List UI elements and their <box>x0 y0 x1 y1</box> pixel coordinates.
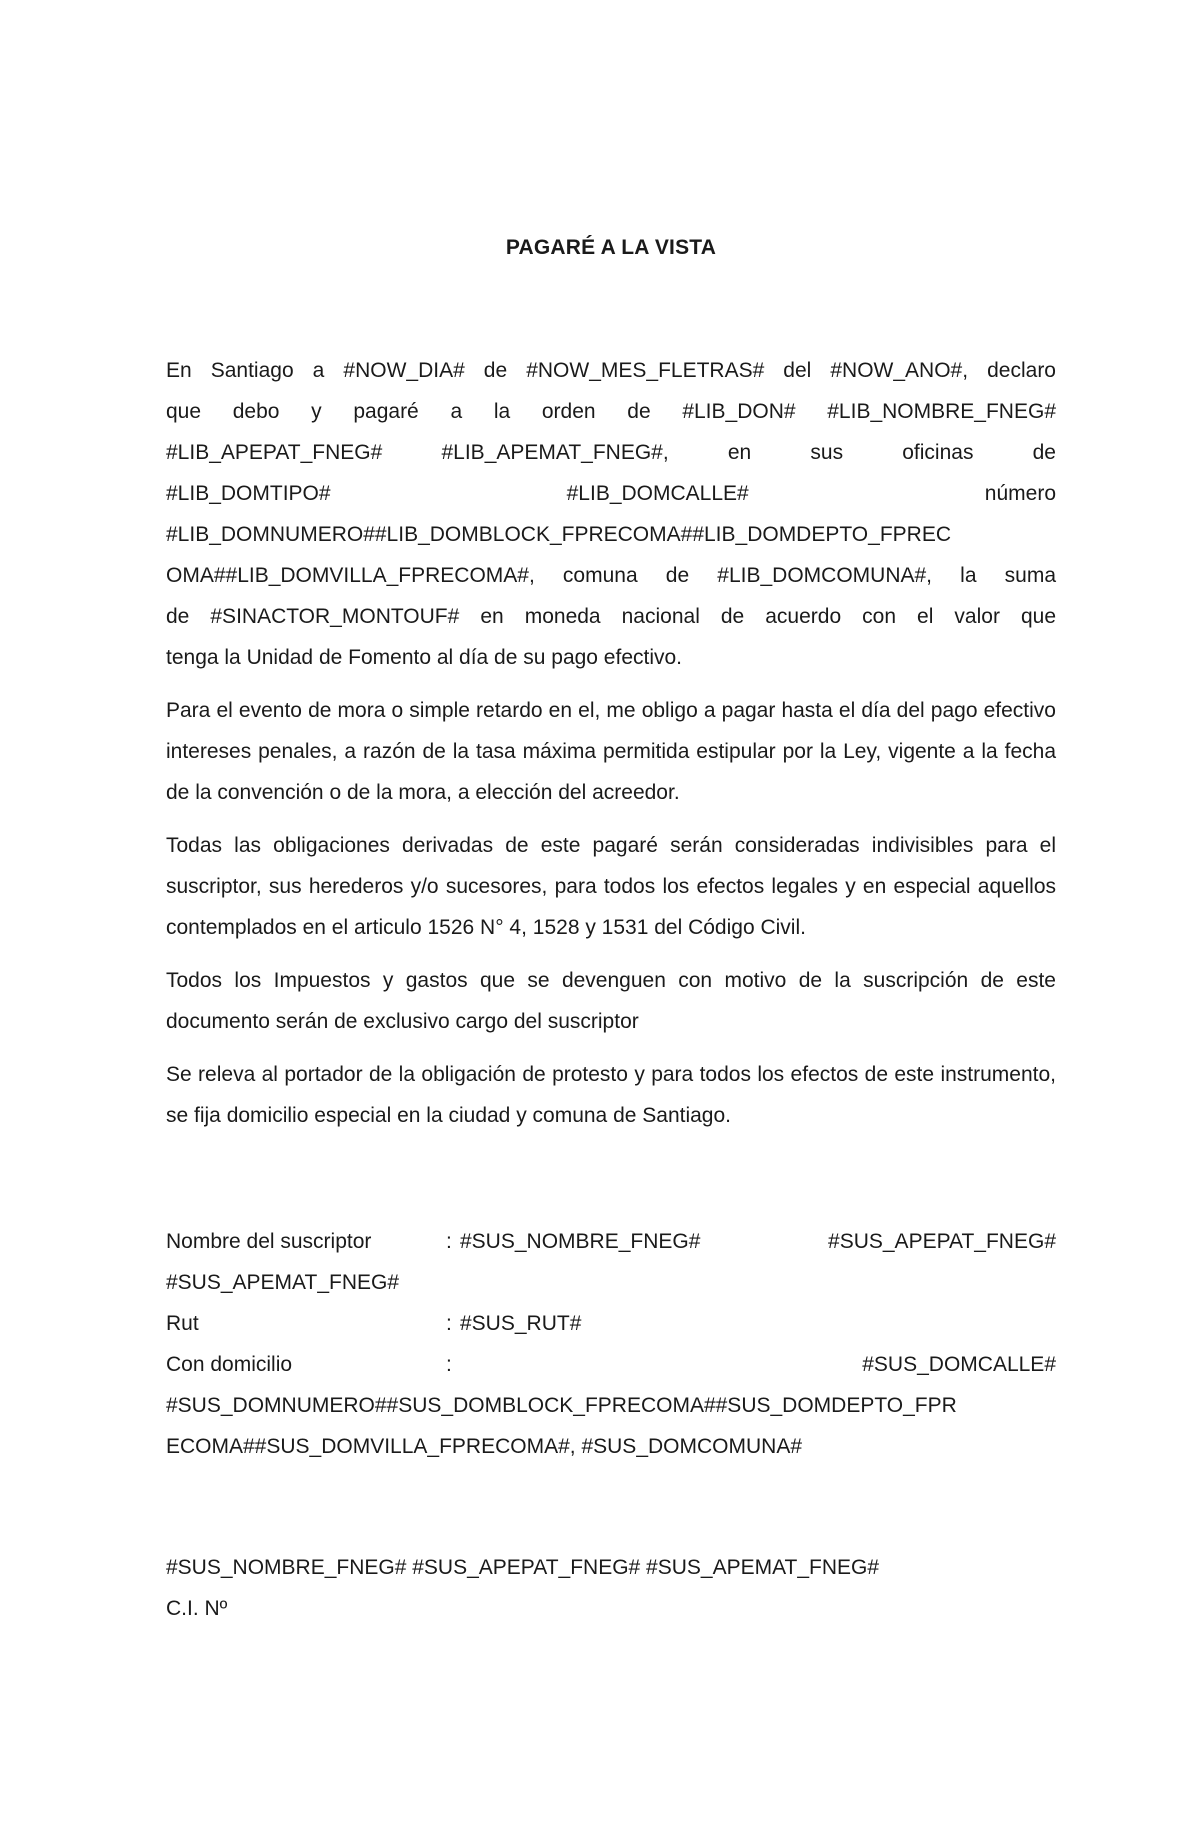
signer-name-value: #SUS_NOMBRE_FNEG# #SUS_APEPAT_FNEG# <box>460 1230 1056 1253</box>
signer-domicile-row <box>166 1344 1056 1385</box>
declaration-line-3: #LIB_APEPAT_FNEG# #LIB_APEMAT_FNEG#, en sus oficinas de <box>166 441 1056 464</box>
signer-name-value-cont: #SUS_APEMAT_FNEG# <box>166 1271 400 1294</box>
declaration-line-2: que debo y pagaré a la orden de #LIB_DON# #LIB_NOMBRE_FNEG# <box>166 400 1056 423</box>
signer-details <box>166 1221 1056 1467</box>
document-title: PAGARÉ A LA VISTA <box>505 236 717 259</box>
signer-domicile-colon: : <box>446 1353 452 1376</box>
declaration-line-6: OMA##LIB_DOMVILLA_FPRECOMA#, comuna de #LIB_DOMCOMUNA#, la suma <box>166 564 1056 587</box>
paragraph-taxes: Todos los Impuestos y gastos que se devenguen con motivo de la suscripción de este documento serán de exclusivo cargo del suscriptor <box>166 969 1056 1033</box>
declaration-line-8: tenga la Unidad de Fomento al día de su pago efectivo. <box>166 646 683 669</box>
signer-name-colon: : <box>446 1230 452 1253</box>
signer-domicile-line-2: #SUS_DOMNUMERO##SUS_DOMBLOCK_FPRECOMA##SUS_DOMDEPTO_FPR <box>166 1394 957 1417</box>
document-body <box>166 350 1056 1148</box>
signer-name-row <box>166 1221 1056 1262</box>
paragraph-obligations: Todas las obligaciones derivadas de este pagaré serán consideradas indivisibles para el suscriptor, sus herederos y/o sucesores, para todos los efectos legales y en especial aquellos contemplados en el articulo 1526 N° 4, 1528 y 1531 del Código Civil. <box>166 834 1056 939</box>
signature-ci: C.I. Nº <box>166 1597 228 1620</box>
signer-name-label: Nombre del suscriptor <box>166 1230 372 1253</box>
signer-domicile-value: #SUS_DOMCALLE# <box>862 1353 1056 1376</box>
paragraph-declaration <box>166 350 1056 678</box>
signature-name: #SUS_NOMBRE_FNEG# #SUS_APEPAT_FNEG# #SUS_APEMAT_FNEG# <box>166 1556 880 1579</box>
signer-rut-colon: : <box>446 1312 452 1335</box>
signer-rut-value: #SUS_RUT# <box>460 1312 582 1335</box>
paragraph-protest: Se releva al portador de la obligación de protesto y para todos los efectos de este instrumento, se fija domicilio especial en la ciudad y comuna de Santiago. <box>166 1063 1056 1127</box>
paragraph-default-interest: Para el evento de mora o simple retardo en el, me obligo a pagar hasta el día del pago efectivo intereses penales, a razón de la tasa máxima permitida estipular por la Ley, vigente a la fecha de la convención o de la mora, a elección del acreedor. <box>166 699 1056 804</box>
signer-domicile-label: Con domicilio <box>166 1353 293 1376</box>
declaration-line-5: #LIB_DOMNUMERO##LIB_DOMBLOCK_FPRECOMA##LIB_DOMDEPTO_FPREC <box>166 523 951 546</box>
declaration-line-1: En Santiago a #NOW_DIA# de #NOW_MES_FLETRAS# del #NOW_ANO#, declaro <box>166 359 1056 382</box>
declaration-line-7: de #SINACTOR_MONTOUF# en moneda nacional de acuerdo con el valor que <box>166 605 1056 628</box>
signer-domicile-line-3: ECOMA##SUS_DOMVILLA_FPRECOMA#, #SUS_DOMCOMUNA# <box>166 1435 802 1458</box>
declaration-line-4: #LIB_DOMTIPO# #LIB_DOMCALLE# número <box>166 482 1056 505</box>
signer-rut-row <box>166 1303 1056 1344</box>
signer-rut-label: Rut <box>166 1312 199 1335</box>
signature-block <box>166 1547 1056 1629</box>
